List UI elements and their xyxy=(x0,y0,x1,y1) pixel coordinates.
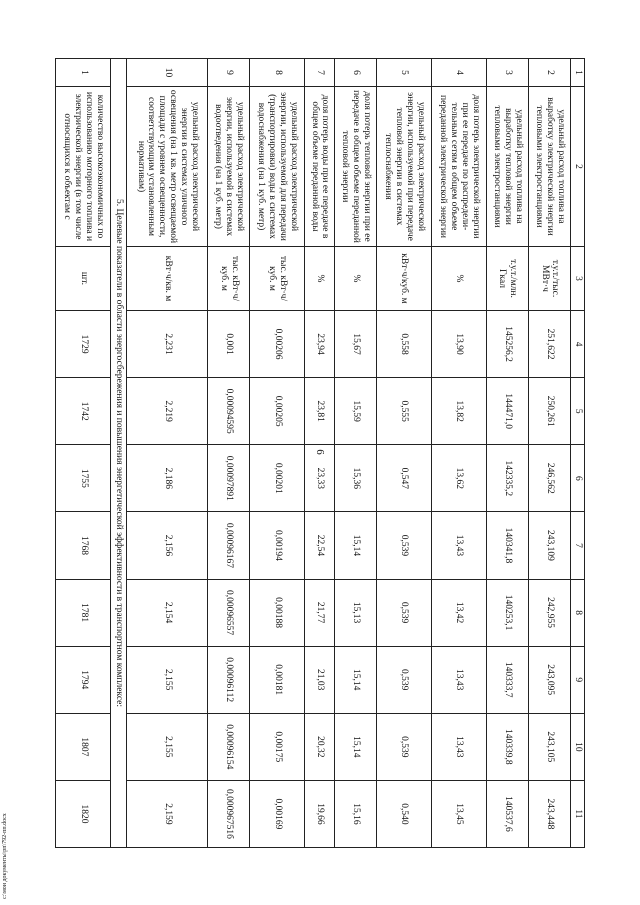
header-cell: 3 xyxy=(571,246,585,310)
value-cell: 140253,1 xyxy=(486,579,528,646)
header-cell: 9 xyxy=(571,646,585,713)
footer-path: c:\мои документы\рп\792-пп.docx xyxy=(2,813,8,899)
table-row xyxy=(376,58,431,847)
value-cell: 22,54 xyxy=(305,511,334,578)
value-cell: 145256,2 xyxy=(486,310,528,377)
row-number: 7 xyxy=(305,58,334,86)
value-cell: 0,00096167 xyxy=(208,511,250,578)
value-cell: 23,94 xyxy=(305,310,334,377)
row-number: 1 xyxy=(56,58,111,86)
header-row xyxy=(571,58,585,847)
value-cell: 2,186 xyxy=(127,444,208,511)
unit-cell: кВт·ч/кв. м xyxy=(127,246,208,310)
value-cell: 0,00169 xyxy=(250,780,305,847)
value-cell: 15,14 xyxy=(334,511,376,578)
value-cell: 20,32 xyxy=(305,713,334,780)
value-cell: 13,45 xyxy=(431,780,486,847)
value-cell: 0,00206 xyxy=(250,310,305,377)
value-cell: 2,156 xyxy=(127,511,208,578)
value-cell: 140333,7 xyxy=(486,646,528,713)
value-cell: 15,14 xyxy=(334,646,376,713)
header-cell: 5 xyxy=(571,377,585,444)
unit-cell: т.у.т./млн. Гкал xyxy=(486,246,528,310)
value-cell: 13,43 xyxy=(431,646,486,713)
value-cell: 0,001 xyxy=(208,310,250,377)
value-cell: 21,77 xyxy=(305,579,334,646)
table-row xyxy=(528,58,570,847)
header-cell: 2 xyxy=(571,86,585,246)
value-cell: 243,109 xyxy=(528,511,570,578)
value-cell: 13,82 xyxy=(431,377,486,444)
value-cell: 19,66 xyxy=(305,780,334,847)
value-cell: 0,00096557 xyxy=(208,579,250,646)
indicator-name: доля потерь воды при ее передаче в общем объеме переданной воды xyxy=(305,86,334,246)
row-number: 2 xyxy=(528,58,570,86)
row-number: 3 xyxy=(486,58,528,86)
value-cell: 0,00094595 xyxy=(208,377,250,444)
value-cell: 0,00097891 xyxy=(208,444,250,511)
row-number: 6 xyxy=(334,58,376,86)
value-cell: 144471,0 xyxy=(486,377,528,444)
value-cell: 15,14 xyxy=(334,713,376,780)
value-cell: 2,231 xyxy=(127,310,208,377)
indicator-name: удельный расход электрической энергии, используемой при передаче тепловой энергии в системах теплоснабжения xyxy=(376,86,431,246)
value-cell: 2,219 xyxy=(127,377,208,444)
row-number: 9 xyxy=(208,58,250,86)
value-cell: 243,095 xyxy=(528,646,570,713)
value-cell: 1755 xyxy=(56,444,111,511)
table-row xyxy=(250,58,305,847)
row-number: 8 xyxy=(250,58,305,86)
value-cell: 0,00096154 xyxy=(208,713,250,780)
value-cell: 140537,6 xyxy=(486,780,528,847)
header-cell: 7 xyxy=(571,511,585,578)
value-cell: 15,59 xyxy=(334,377,376,444)
unit-cell: % xyxy=(334,246,376,310)
indicator-name: удельный расход электрической энергии в системах уличного освещения (на 1 кв. метр освещаемой площади с уровнем освещенности, соответствующим установленным нормативам) xyxy=(127,86,208,246)
table-row xyxy=(305,58,334,847)
table-row xyxy=(486,58,528,847)
header-cell: 8 xyxy=(571,579,585,646)
value-cell: 2,155 xyxy=(127,713,208,780)
value-cell: 140339,8 xyxy=(486,713,528,780)
value-cell: 1820 xyxy=(56,780,111,847)
indicator-name: удельный расход электрической энергии, используемой для передачи (транспортировки) воды в системах водоснабжения (на 1 куб. метр) xyxy=(250,86,305,246)
value-cell: 0,00201 xyxy=(250,444,305,511)
value-cell: 23,33 xyxy=(305,444,334,511)
row-number: 4 xyxy=(431,58,486,86)
value-cell: 1742 xyxy=(56,377,111,444)
value-cell: 0,540 xyxy=(376,780,431,847)
indicator-name: удельный расход топлива на выработку тепловой энергии тепловыми электростанциями xyxy=(486,86,528,246)
indicators-table xyxy=(55,58,585,848)
indicator-name: количество высокоэкономичных по использованию моторного топлива и электрической энергии (в том числе относящихся к объектам с xyxy=(56,86,111,246)
table-row xyxy=(208,58,250,847)
value-cell: 246,562 xyxy=(528,444,570,511)
value-cell: 251,622 xyxy=(528,310,570,377)
value-cell: 0,555 xyxy=(376,377,431,444)
unit-cell: тыс. кВт·ч/куб. м xyxy=(250,246,305,310)
value-cell: 0,00188 xyxy=(250,579,305,646)
value-cell: 0,00175 xyxy=(250,713,305,780)
value-cell: 21,03 xyxy=(305,646,334,713)
value-cell: 15,67 xyxy=(334,310,376,377)
header-cell: 6 xyxy=(571,444,585,511)
header-cell: 1 xyxy=(571,58,585,86)
row-number: 5 xyxy=(376,58,431,86)
value-cell: 13,42 xyxy=(431,579,486,646)
value-cell: 1781 xyxy=(56,579,111,646)
value-cell: 1729 xyxy=(56,310,111,377)
value-cell: 1768 xyxy=(56,511,111,578)
value-cell: 0,539 xyxy=(376,646,431,713)
value-cell: 140341,8 xyxy=(486,511,528,578)
row-number: 10 xyxy=(127,58,208,86)
indicator-name: доля потерь тепловой энергии при ее передаче в общем объеме переданной тепловой энергии xyxy=(334,86,376,246)
indicator-name: удельный расход топлива на выработку электрической энергии тепловыми электростанциями xyxy=(528,86,570,246)
value-cell: 23,81 xyxy=(305,377,334,444)
value-cell: 13,43 xyxy=(431,511,486,578)
value-cell: 0,00194 xyxy=(250,511,305,578)
value-cell: 142335,2 xyxy=(486,444,528,511)
value-cell: 13,62 xyxy=(431,444,486,511)
unit-cell: шт. xyxy=(56,246,111,310)
value-cell: 2,155 xyxy=(127,646,208,713)
unit-cell: кВт·ч/куб. м xyxy=(376,246,431,310)
value-cell: 2,154 xyxy=(127,579,208,646)
section-title: 5. Целевые показатели в области энергосбережения и повышения энергетической эффективности в транспортном комплексе: xyxy=(111,58,127,847)
value-cell: 0,558 xyxy=(376,310,431,377)
indicator-name: удельный расход электрической энергии, используемой в системах водоотведения (на 1 куб. метр) xyxy=(208,86,250,246)
value-cell: 15,36 xyxy=(334,444,376,511)
header-cell: 11 xyxy=(571,780,585,847)
value-cell: 243,448 xyxy=(528,780,570,847)
value-cell: 0,539 xyxy=(376,579,431,646)
table-row xyxy=(334,58,376,847)
value-cell: 1794 xyxy=(56,646,111,713)
value-cell: 1807 xyxy=(56,713,111,780)
header-cell: 10 xyxy=(571,713,585,780)
value-cell: 2,159 xyxy=(127,780,208,847)
unit-cell: тыс. кВт·ч/куб. м xyxy=(208,246,250,310)
value-cell: 13,90 xyxy=(431,310,486,377)
value-cell: 0,539 xyxy=(376,511,431,578)
value-cell: 0,00096751б xyxy=(208,780,250,847)
value-cell: 250,261 xyxy=(528,377,570,444)
table-body xyxy=(56,58,571,847)
table-row xyxy=(56,58,111,847)
value-cell: 0,00181 xyxy=(250,646,305,713)
value-cell: 0,00205 xyxy=(250,377,305,444)
unit-cell: т.у.т./тыс. МВт·ч xyxy=(528,246,570,310)
table-row xyxy=(127,58,208,847)
section-title-row xyxy=(111,58,127,847)
value-cell: 243,105 xyxy=(528,713,570,780)
value-cell: 13,43 xyxy=(431,713,486,780)
value-cell: 242,955 xyxy=(528,579,570,646)
unit-cell: % xyxy=(431,246,486,310)
value-cell: 0,547 xyxy=(376,444,431,511)
value-cell: 15,16 xyxy=(334,780,376,847)
rotated-table-container xyxy=(55,58,585,848)
value-cell: 0,00096112 xyxy=(208,646,250,713)
unit-cell: % xyxy=(305,246,334,310)
header-cell: 4 xyxy=(571,310,585,377)
value-cell: 15,13 xyxy=(334,579,376,646)
indicator-name: доля потерь электрической энергии при ее передаче по распредели- тельным сетям в общем объеме переданной электрической энергии xyxy=(431,86,486,246)
page-number: 6 xyxy=(314,449,326,455)
value-cell: 0,539 xyxy=(376,713,431,780)
table-row xyxy=(431,58,486,847)
